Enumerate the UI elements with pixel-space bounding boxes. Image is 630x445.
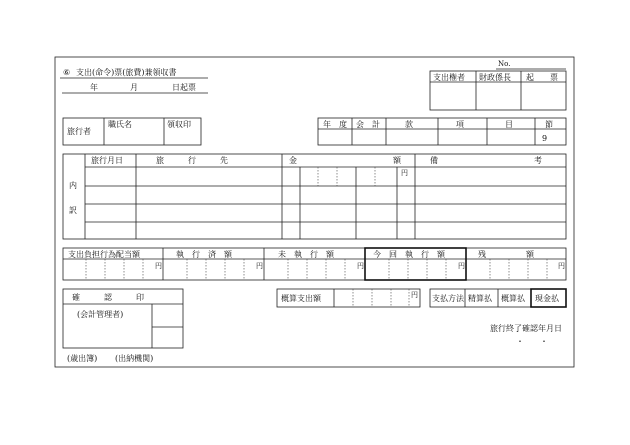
budget-header-section: 款 bbox=[405, 120, 413, 129]
traveler-box bbox=[63, 118, 201, 145]
payment-option-settlement[interactable]: 精算払 bbox=[468, 294, 492, 303]
date-year: 年 bbox=[90, 83, 98, 92]
traveler-seal-label: 領収印 bbox=[167, 120, 191, 129]
footer-ledger: (歳出簿) bbox=[67, 354, 98, 363]
advance-label: 概算支出額 bbox=[281, 294, 321, 303]
summary-yen-4: 円 bbox=[458, 262, 465, 270]
budget-header-account: 会 計 bbox=[356, 120, 380, 129]
no-label: No. bbox=[498, 60, 511, 68]
date-month: 月 bbox=[130, 83, 138, 92]
traveler-name-label: 職氏名 bbox=[108, 120, 132, 129]
summary-yen-2: 円 bbox=[256, 262, 263, 270]
trip-end-dots: ・ ・ bbox=[516, 337, 548, 346]
budget-header-subitem: 目 bbox=[505, 120, 513, 129]
approval-boxes bbox=[430, 71, 566, 110]
confirm-box bbox=[63, 289, 183, 348]
traveler-label: 旅行者 bbox=[67, 127, 91, 136]
form-number: ⑥ bbox=[63, 68, 71, 77]
details-header-date: 旅行月日 bbox=[91, 156, 123, 165]
details-header-remarks: 備 考 bbox=[430, 156, 542, 165]
budget-header-item: 項 bbox=[456, 120, 464, 129]
payment-label: 支払方法 bbox=[432, 294, 464, 303]
budget-header-year: 年 度 bbox=[323, 120, 347, 129]
summary-yen-3: 円 bbox=[357, 262, 364, 270]
summary-header-current: 今 回 執 行 額 bbox=[373, 250, 445, 259]
summary-header-allocation: 支出負担行為配当額 bbox=[68, 250, 140, 259]
details-yen-label: 円 bbox=[401, 169, 408, 177]
confirm-label: 確 認 印 bbox=[72, 293, 144, 302]
budget-table bbox=[318, 118, 566, 145]
trip-end-label: 旅行終了確認年月日 bbox=[490, 324, 562, 333]
outer-border bbox=[55, 57, 574, 367]
details-header-destination: 旅 行 先 bbox=[156, 156, 228, 165]
payment-option-advance[interactable]: 概算払 bbox=[501, 294, 525, 303]
summary-header-remaining: 残 額 bbox=[478, 250, 534, 259]
form-title: 支出(命令)票(旅費)兼領収書 bbox=[76, 68, 177, 77]
advance-yen: 円 bbox=[411, 291, 418, 299]
payment-method bbox=[430, 289, 566, 307]
summary-yen-1: 円 bbox=[155, 262, 162, 270]
payment-option-cash[interactable]: 現金払 bbox=[535, 294, 559, 303]
advance-box bbox=[277, 289, 420, 307]
budget-header-clause: 節 bbox=[545, 120, 553, 129]
budget-value-clause: 9 bbox=[542, 134, 548, 143]
date-day: 日起票 bbox=[172, 83, 196, 92]
approval-cell-authority: 支出権者 bbox=[433, 73, 465, 82]
footer-treasury: (出納機関) bbox=[115, 354, 154, 363]
details-side-label-top: 内 bbox=[69, 181, 77, 190]
summary-yen-5: 円 bbox=[558, 262, 565, 270]
approval-cell-chief: 財政係長 bbox=[479, 73, 511, 82]
approval-cell-drafter: 起 票 bbox=[526, 73, 558, 82]
summary-header-unexecuted: 未 執 行 額 bbox=[278, 250, 334, 259]
confirm-sub-label: (会計管理者) bbox=[77, 310, 124, 319]
details-table bbox=[63, 154, 566, 239]
details-side-label-bottom: 訳 bbox=[69, 206, 77, 215]
summary-table bbox=[63, 248, 566, 280]
summary-header-executed: 執 行 済 額 bbox=[176, 250, 232, 259]
details-header-amount: 金 額 bbox=[289, 156, 401, 165]
